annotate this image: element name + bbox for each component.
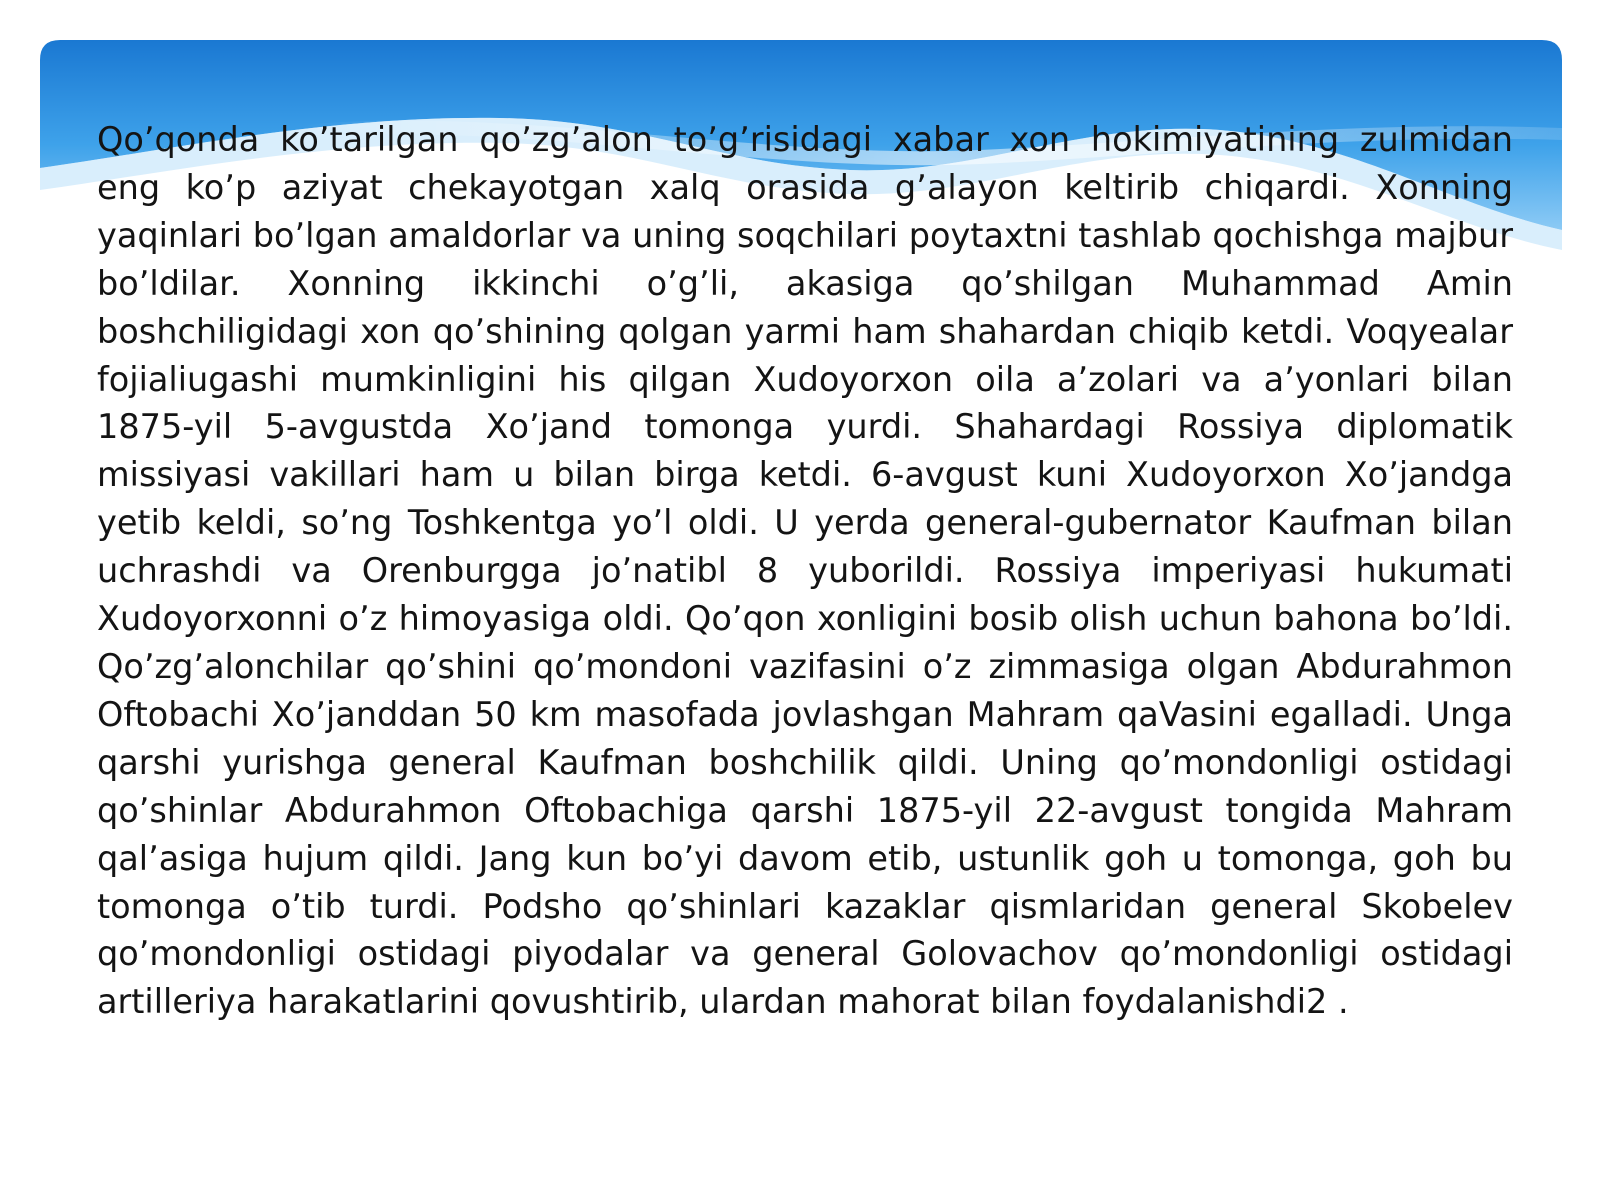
body-paragraph: Qo’qonda ko’tarilgan qo’zg’alon to’g’risidagi xabar xon hokimiyatining zulmidan eng ko’p aziyat chekayotgan xalq orasida g’alayon keltirib chiqardi. Xonning yaqinlari bo’lgan amaldorlar va uning soqchilari poytaxtni tashlab qochishga majbur bo’ldilar. Xonning ikkinchi o’g’li, akasiga qo’shilgan Muhammad Amin boshchiligidagi xon qo’shining qolgan yarmi ham shahardan chiqib ketdi. Voqyealar fojialiugashi mumkinligini his qilgan Xudoyorxon oila a’zolari va a’yonlari bilan 1875-yil 5-avgustda Xo’jand tomonga yurdi. Shahardagi Rossiya diplomatik missiyasi vakillari ham u bilan birga ketdi. 6-avgust kuni Xudoyorxon Xo’jandga yetib keldi, so’ng Toshkentga yo’l oldi. U yerda general-gubernator Kaufman bilan uchrashdi va Orenburgga jo’natibl 8 yuborildi. Rossiya imperiyasi hukumati Xudoyorxonni o’z himoyasiga oldi. Qo’qon xonligini bosib olish uchun bahona bo’ldi. Qo’zg’alonchilar qo’shini qo’mondoni vazifasini o’z zimmasiga olgan Abdurahmon Oftobachi Xo’janddan 50 km masofada jovlashgan Mahram qaVasini egalladi. Unga qarshi yurishga general Kaufman boshchilik qildi. Uning qo’mondonligi ostidagi qo’shinlar Abdurahmon Oftobachiga qarshi 1875-yil 22-avgust tongida Mahram qal’asiga hujum qildi. Jang kun bo’yi davom etib, ustunlik goh u tomonga, goh bu tomonga o’tib turdi. Podsho qo’shinlari kazaklar qismlaridan general Skobelev qo’mondonligi ostidagi piyodalar va general Golovachov qo’mondonligi ostidagi artilleriya harakatlarini qovushtirib, ulardan mahorat bilan foydalanishdi2 . [97,120,1513,1022]
